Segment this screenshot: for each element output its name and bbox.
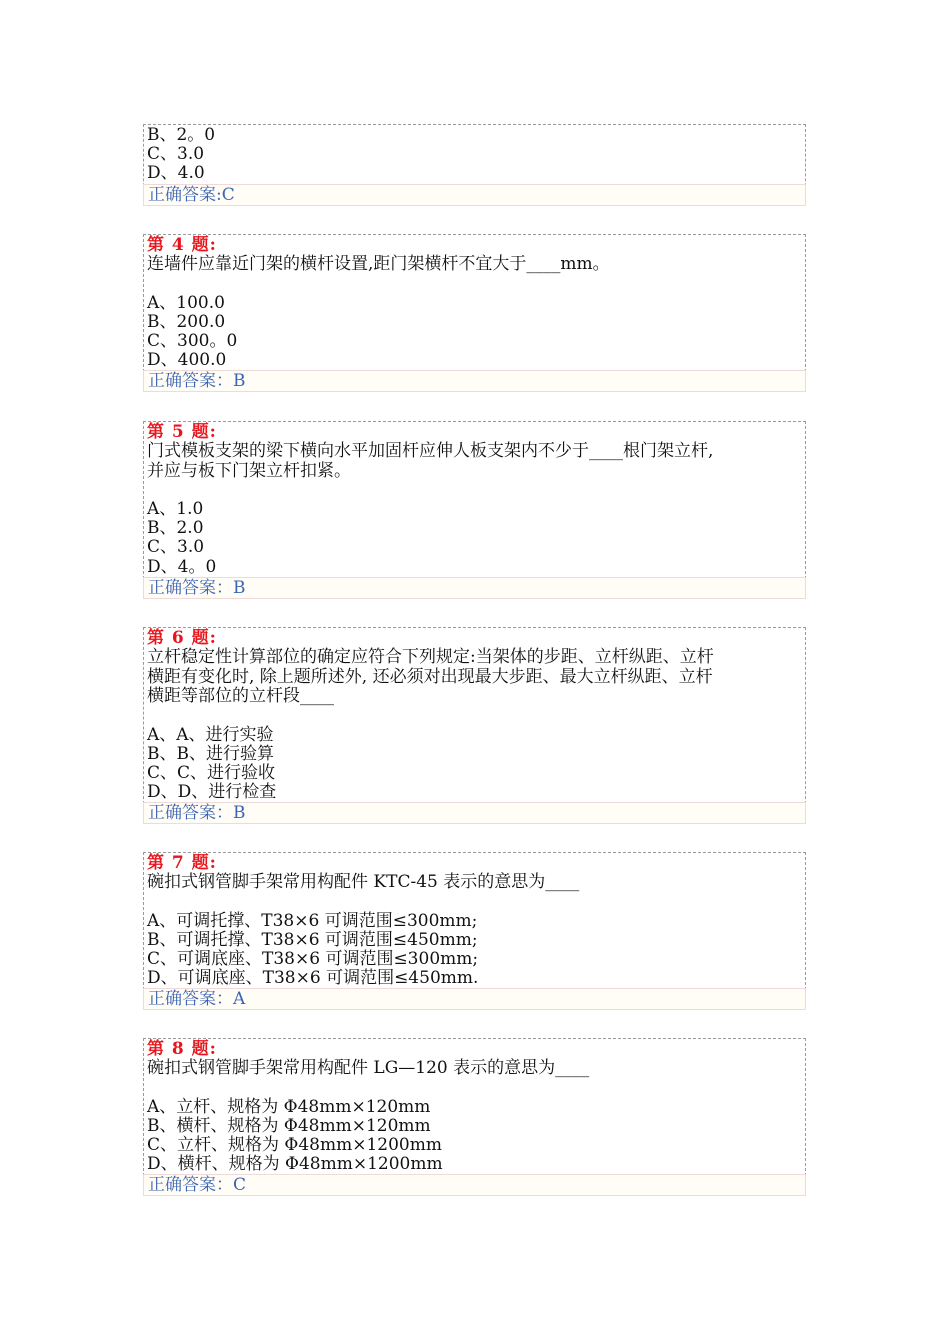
option-d: D、可调底座、T38×6 可调范围≤450mm. xyxy=(147,968,479,989)
option-a: A、立杆、规格为 Φ48mm×120mm xyxy=(147,1096,431,1117)
question-body xyxy=(144,422,805,577)
question-stem: 立杆稳定性计算部位的确定应符合下列规定:当架体的步距、立杆纵距、立杆 横距有变化时, 除上题所述外, 还必须对出现最大步距、最大立杆纵距、立杆 横距等部位的立杆段____ xyxy=(147,647,714,706)
question-body xyxy=(144,853,805,988)
question-number: 第 5 题: xyxy=(147,422,217,442)
question-5 xyxy=(143,421,806,599)
option-a: A、1.0 xyxy=(147,499,204,519)
option-c: C、300。0 xyxy=(147,330,238,351)
correct-answer: 正确答案：A xyxy=(143,988,806,1010)
option-b: B、200.0 xyxy=(147,311,226,332)
option-b: B、横杆、规格为 Φ48mm×120mm xyxy=(147,1115,431,1136)
question-stem: 碗扣式钢管脚手架常用构配件 LG—120 表示的意思为____ xyxy=(147,1058,590,1078)
correct-answer: 正确答案：B xyxy=(143,577,806,599)
option-d: D、4。0 xyxy=(147,556,217,577)
option-b: B、2.0 xyxy=(147,518,204,539)
question-body xyxy=(144,628,805,802)
option-a: A、100.0 xyxy=(147,292,225,313)
option-a: A、A、进行实验 xyxy=(147,724,274,745)
question-number: 第 4 题: xyxy=(147,235,217,255)
option-c: C、3.0 xyxy=(147,144,205,165)
correct-answer: 正确答案:C xyxy=(143,184,806,206)
option-a: A、可调托撑、T38×6 可调范围≤300mm; xyxy=(147,910,478,931)
question-number: 第 8 题: xyxy=(147,1039,217,1059)
question-stem: 碗扣式钢管脚手架常用构配件 KTC-45 表示的意思为____ xyxy=(147,872,580,892)
option-c: C、可调底座、T38×6 可调范围≤300mm; xyxy=(147,948,479,969)
question-number: 第 6 题: xyxy=(147,628,217,648)
question-6 xyxy=(143,627,806,824)
correct-answer: 正确答案：B xyxy=(143,802,806,824)
option-c: C、3.0 xyxy=(147,537,205,558)
correct-answer: 正确答案：B xyxy=(143,370,806,392)
option-b: B、2。0 xyxy=(147,125,216,145)
option-d: D、D、进行检查 xyxy=(147,782,277,803)
question-stem: 门式模板支架的梁下横向水平加固杆应伸人板支架内不少于____根门架立杆, 并应与板下门架立杆扣紧。 xyxy=(147,441,714,481)
question-4 xyxy=(143,234,806,392)
question-body xyxy=(144,1039,805,1174)
question-body xyxy=(144,235,805,370)
question-body xyxy=(144,125,805,184)
question-3 xyxy=(143,124,806,206)
option-c: C、立杆、规格为 Φ48mm×1200mm xyxy=(147,1134,442,1155)
question-number: 第 7 题: xyxy=(147,853,217,873)
option-d: D、横杆、规格为 Φ48mm×1200mm xyxy=(147,1154,443,1175)
option-d: D、4.0 xyxy=(147,163,205,184)
option-d: D、400.0 xyxy=(147,350,227,371)
question-stem: 连墙件应靠近门架的横杆设置,距门架横杆不宜大于____mm。 xyxy=(147,254,610,274)
option-c: C、C、进行验收 xyxy=(147,762,276,783)
question-8 xyxy=(143,1038,806,1196)
correct-answer: 正确答案：C xyxy=(143,1174,806,1196)
option-b: B、可调托撑、T38×6 可调范围≤450mm; xyxy=(147,929,478,950)
option-b: B、B、进行验算 xyxy=(147,743,274,764)
question-7 xyxy=(143,852,806,1010)
